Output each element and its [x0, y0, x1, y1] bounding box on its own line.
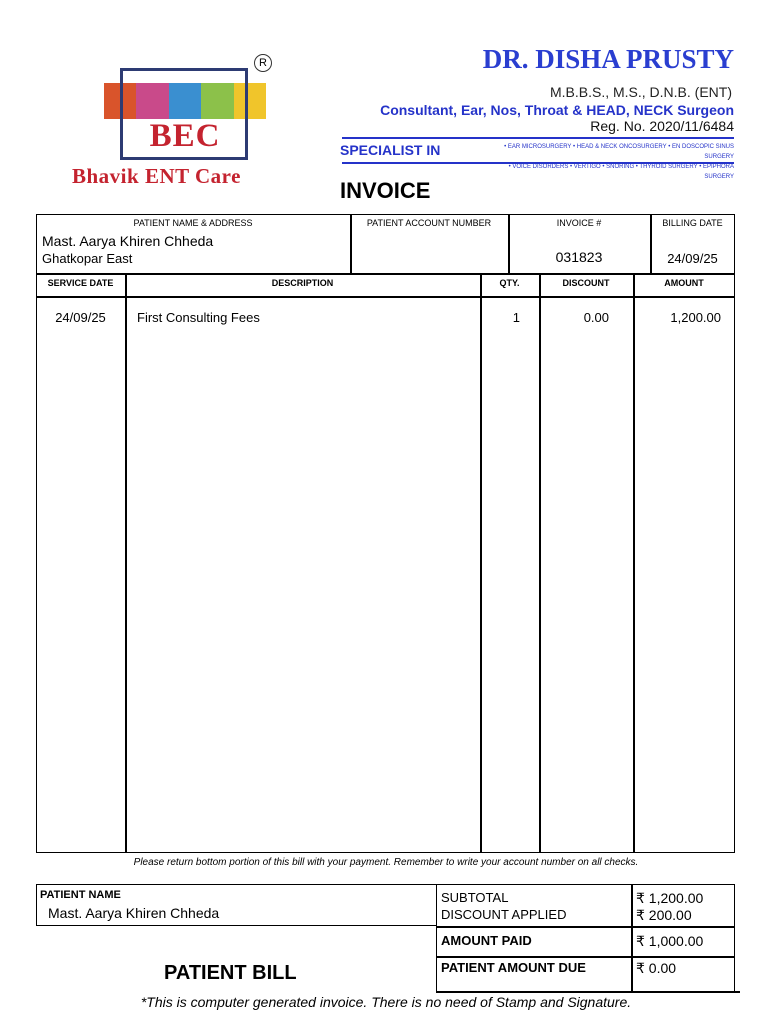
specialties-line-1: • EAR MICROSURGERY • HEAD & NECK ONCOSURGERY • EN DOSCOPIC SINUS SURGERY [504, 144, 734, 160]
row-service-date: 24/09/25 [55, 310, 106, 325]
row-qty: 1 [512, 310, 520, 325]
billing-date-header: BILLING DATE [662, 218, 723, 228]
totals-divider [631, 884, 633, 992]
invoice-number: 031823 [555, 249, 603, 265]
qty-header: QTY. [499, 278, 520, 288]
totals-line [436, 956, 735, 958]
specialist-label: SPECIALIST IN [340, 142, 441, 158]
discount-header: DISCOUNT [562, 278, 610, 288]
registration-number: Reg. No. 2020/11/6484 [590, 118, 734, 134]
row-amount: 1,200.00 [670, 310, 721, 325]
column-divider [633, 273, 635, 853]
invoice-title: INVOICE [340, 178, 431, 203]
subtotal-value: ₹ 1,200.00 [636, 890, 704, 906]
row-discount: 0.00 [583, 310, 609, 325]
discount-applied-label: DISCOUNT APPLIED [441, 907, 567, 922]
amount-paid-value: ₹ 1,000.00 [636, 933, 704, 949]
subtotal-label: SUBTOTAL [441, 890, 509, 905]
amount-due-value: ₹ 0.00 [636, 960, 677, 976]
service-date-header: SERVICE DATE [47, 278, 114, 288]
doctor-name: DR. DISHA PRUSTY [482, 44, 734, 74]
description-header: DESCRIPTION [271, 278, 334, 288]
account-number-header: PATIENT ACCOUNT NUMBER [366, 218, 492, 228]
bottom-patient-name-label: PATIENT NAME [40, 889, 121, 901]
invoice-number-header: INVOICE # [556, 218, 602, 228]
doctor-degrees: M.B.B.S., M.S., D.N.B. (ENT) [549, 84, 732, 100]
discount-value: ₹ 200.00 [636, 907, 692, 923]
footer-note: *This is computer generated invoice. There is no need of Stamp and Signature. [140, 994, 632, 1010]
totals-line [436, 926, 735, 928]
patient-bill-title: PATIENT BILL [164, 962, 297, 984]
bottom-patient-name: Mast. Aarya Khiren Chheda [48, 905, 220, 921]
payment-note: Please return bottom portion of this bill with your payment. Remember to write your account number on all checks. [133, 857, 639, 868]
totals-line [436, 991, 740, 993]
amount-due-label: PATIENT AMOUNT DUE [441, 960, 586, 975]
amount-header: AMOUNT [664, 278, 704, 288]
column-divider [125, 273, 127, 853]
billing-date: 24/09/25 [667, 251, 718, 266]
logo-text: BEC [149, 118, 221, 154]
amount-paid-label: AMOUNT PAID [441, 933, 532, 948]
divider-bottom [342, 162, 734, 164]
patient-name-address-header: PATIENT NAME & ADDRESS [133, 218, 253, 228]
items-header-line [36, 296, 735, 298]
row-description: First Consulting Fees [137, 310, 260, 325]
registered-mark: R [254, 54, 272, 72]
patient-name: Mast. Aarya Khiren Chheda [42, 233, 214, 249]
doctor-title: Consultant, Ear, Nos, Throat & HEAD, NECK Surgeon [380, 102, 734, 118]
column-divider [480, 273, 482, 853]
info-bottom-line [36, 273, 735, 275]
specialties-line-2: • VOICE DISORDERS • VERTIGO • SNORING • THYROID SURGERY • EPIPHORA SURGERY [508, 164, 734, 180]
patient-address: Ghatkopar East [42, 251, 133, 266]
column-divider [539, 273, 541, 853]
divider-top [342, 137, 734, 139]
clinic-name: Bhavik ENT Care [72, 164, 241, 188]
